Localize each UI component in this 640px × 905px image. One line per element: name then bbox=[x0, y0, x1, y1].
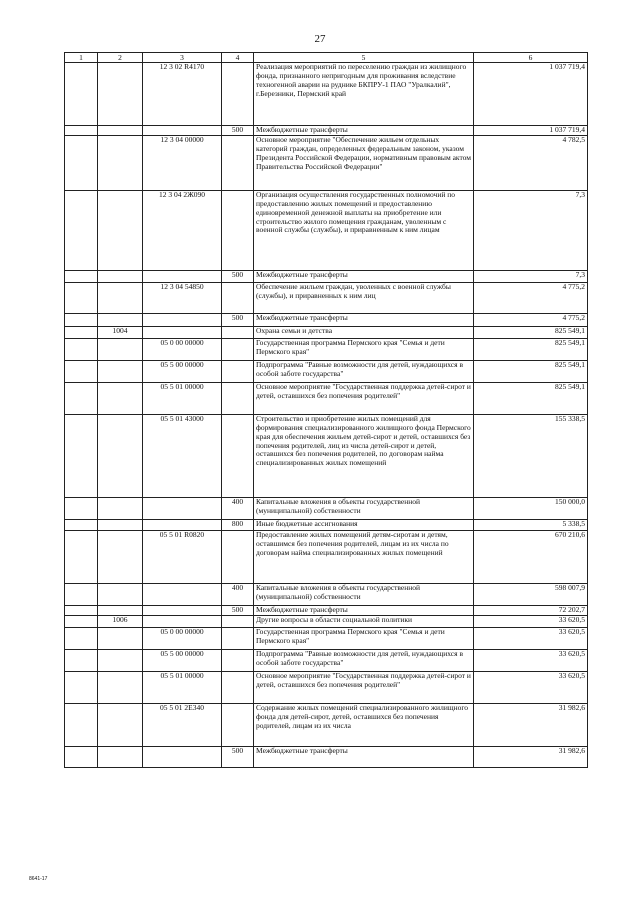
section-cell bbox=[65, 283, 98, 314]
table-row bbox=[65, 415, 588, 498]
amount-cell: 7,3 bbox=[474, 191, 588, 271]
table-row bbox=[65, 650, 588, 672]
description-cell: Предоставление жилых помещений детям-сиротам и детям, оставшимся без попечения родителей, лицам из их числа по договорам найма специализированных жилых помещений bbox=[254, 531, 474, 584]
target-code-cell: 12 3 04 54850 bbox=[143, 283, 222, 314]
description-cell: Основное мероприятие "Государственная поддержка детей-сирот и детей, оставшихся без попечения родителей" bbox=[254, 383, 474, 415]
description-cell: Капитальные вложения в объекты государственной (муниципальной) собственности bbox=[254, 584, 474, 606]
table-row bbox=[65, 383, 588, 415]
table-row bbox=[65, 327, 588, 339]
target-code-cell bbox=[143, 498, 222, 520]
section-cell bbox=[65, 616, 98, 628]
amount-cell: 155 338,5 bbox=[474, 415, 588, 498]
description-cell: Межбюджетные трансферты bbox=[254, 126, 474, 136]
expense-type-cell bbox=[222, 327, 254, 339]
description-cell: Межбюджетные трансферты bbox=[254, 314, 474, 327]
target-code-cell: 05 5 00 00000 bbox=[143, 650, 222, 672]
expense-type-cell bbox=[222, 63, 254, 126]
subsection-cell bbox=[98, 136, 143, 191]
expense-type-cell: 500 bbox=[222, 606, 254, 616]
section-cell bbox=[65, 63, 98, 126]
subsection-cell: 1004 bbox=[98, 327, 143, 339]
subsection-cell bbox=[98, 271, 143, 283]
amount-cell: 31 982,6 bbox=[474, 747, 588, 768]
column-header: 1 bbox=[65, 53, 98, 63]
table-row bbox=[65, 339, 588, 361]
expense-type-cell bbox=[222, 415, 254, 498]
target-code-cell: 05 5 01 43000 bbox=[143, 415, 222, 498]
table-row bbox=[65, 63, 588, 126]
table-row bbox=[65, 271, 588, 283]
amount-cell: 825 549,1 bbox=[474, 339, 588, 361]
description-cell: Основное мероприятие "Обеспечение жильем отдельных категорий граждан, определенных федеральным законом, указом Президента Российской Федерации, нормативным правовым актом Правительства Российской Федерации" bbox=[254, 136, 474, 191]
description-cell: Иные бюджетные ассигнования bbox=[254, 520, 474, 531]
subsection-cell bbox=[98, 628, 143, 650]
target-code-cell: 12 3 02 R4170 bbox=[143, 63, 222, 126]
amount-cell: 1 037 719,4 bbox=[474, 63, 588, 126]
description-cell: Капитальные вложения в объекты государственной (муниципальной) собственности bbox=[254, 498, 474, 520]
description-cell: Межбюджетные трансферты bbox=[254, 271, 474, 283]
section-cell bbox=[65, 672, 98, 704]
expense-type-cell bbox=[222, 339, 254, 361]
section-cell bbox=[65, 747, 98, 768]
section-cell bbox=[65, 383, 98, 415]
target-code-cell: 05 5 00 00000 bbox=[143, 361, 222, 383]
section-cell bbox=[65, 704, 98, 747]
description-cell: Реализация мероприятий по переселению граждан из жилищного фонда, признанного непригодным для проживания вследствие техногенной аварии на руднике БКПРУ-1 ПАО "Уралкалий", г.Березники, Пермский край bbox=[254, 63, 474, 126]
target-code-cell bbox=[143, 126, 222, 136]
subsection-cell bbox=[98, 747, 143, 768]
target-code-cell: 05 0 00 00000 bbox=[143, 628, 222, 650]
expense-type-cell: 500 bbox=[222, 314, 254, 327]
amount-cell: 33 620,5 bbox=[474, 628, 588, 650]
subsection-cell bbox=[98, 584, 143, 606]
description-cell: Межбюджетные трансферты bbox=[254, 747, 474, 768]
subsection-cell bbox=[98, 672, 143, 704]
description-cell: Межбюджетные трансферты bbox=[254, 606, 474, 616]
column-header: 2 bbox=[98, 53, 143, 63]
subsection-cell bbox=[98, 126, 143, 136]
target-code-cell: 05 5 01 R0820 bbox=[143, 531, 222, 584]
target-code-cell bbox=[143, 327, 222, 339]
table-row bbox=[65, 704, 588, 747]
expense-type-cell bbox=[222, 191, 254, 271]
section-cell bbox=[65, 271, 98, 283]
subsection-cell bbox=[98, 531, 143, 584]
target-code-cell: 12 3 04 2Ж090 bbox=[143, 191, 222, 271]
subsection-cell bbox=[98, 704, 143, 747]
table-row bbox=[65, 126, 588, 136]
subsection-cell bbox=[98, 498, 143, 520]
expense-type-cell bbox=[222, 383, 254, 415]
subsection-cell bbox=[98, 361, 143, 383]
description-cell: Государственная программа Пермского края "Семья и дети Пермского края" bbox=[254, 339, 474, 361]
target-code-cell: 05 5 01 00000 bbox=[143, 672, 222, 704]
expense-type-cell: 800 bbox=[222, 520, 254, 531]
subsection-cell bbox=[98, 314, 143, 327]
section-cell bbox=[65, 498, 98, 520]
amount-cell: 4 782,5 bbox=[474, 136, 588, 191]
header-row bbox=[65, 53, 588, 63]
amount-cell: 598 007,9 bbox=[474, 584, 588, 606]
table-row bbox=[65, 616, 588, 628]
column-header: 4 bbox=[222, 53, 254, 63]
description-cell: Организация осуществления государственных полномочий по предоставлению жилых помещений и предоставлению единовременной денежной выплаты на приобретение или строительство жилого помещения гражданам, уволенным с военной службы (службы), и приравненным к ним лицам bbox=[254, 191, 474, 271]
table-row bbox=[65, 747, 588, 768]
amount-cell: 33 620,5 bbox=[474, 650, 588, 672]
description-cell: Другие вопросы в области социальной политики bbox=[254, 616, 474, 628]
amount-cell: 825 549,1 bbox=[474, 327, 588, 339]
expense-type-cell: 400 bbox=[222, 498, 254, 520]
target-code-cell: 05 5 01 2Е340 bbox=[143, 704, 222, 747]
expense-type-cell bbox=[222, 704, 254, 747]
section-cell bbox=[65, 650, 98, 672]
amount-cell: 33 620,5 bbox=[474, 616, 588, 628]
description-cell: Обеспечение жильем граждан, уволенных с военной службы (службы), и приравненных к ним лиц bbox=[254, 283, 474, 314]
amount-cell: 1 037 719,4 bbox=[474, 126, 588, 136]
table-row bbox=[65, 672, 588, 704]
table-row bbox=[65, 283, 588, 314]
expense-type-cell: 500 bbox=[222, 271, 254, 283]
expense-type-cell: 400 bbox=[222, 584, 254, 606]
amount-cell: 4 775,2 bbox=[474, 314, 588, 327]
description-cell: Государственная программа Пермского края "Семья и дети Пермского края" bbox=[254, 628, 474, 650]
page-number: 27 bbox=[314, 33, 326, 45]
amount-cell: 825 549,1 bbox=[474, 361, 588, 383]
section-cell bbox=[65, 339, 98, 361]
expense-type-cell bbox=[222, 616, 254, 628]
column-header: 3 bbox=[143, 53, 222, 63]
expense-type-cell bbox=[222, 531, 254, 584]
amount-cell: 670 210,6 bbox=[474, 531, 588, 584]
budget-table bbox=[64, 52, 588, 768]
amount-cell: 33 620,5 bbox=[474, 672, 588, 704]
expense-type-cell bbox=[222, 361, 254, 383]
description-cell: Подпрограмма "Равные возможности для детей, нуждающихся в особой заботе государства" bbox=[254, 361, 474, 383]
table-row bbox=[65, 606, 588, 616]
table-row bbox=[65, 498, 588, 520]
subsection-cell bbox=[98, 283, 143, 314]
section-cell bbox=[65, 628, 98, 650]
footer-code: 8641-17 bbox=[29, 876, 48, 882]
table-row bbox=[65, 520, 588, 531]
section-cell bbox=[65, 361, 98, 383]
expense-type-cell bbox=[222, 650, 254, 672]
subsection-cell bbox=[98, 383, 143, 415]
section-cell bbox=[65, 126, 98, 136]
subsection-cell bbox=[98, 339, 143, 361]
section-cell bbox=[65, 191, 98, 271]
section-cell bbox=[65, 606, 98, 616]
expense-type-cell bbox=[222, 672, 254, 704]
amount-cell: 4 775,2 bbox=[474, 283, 588, 314]
expense-type-cell bbox=[222, 136, 254, 191]
amount-cell: 5 338,5 bbox=[474, 520, 588, 531]
subsection-cell bbox=[98, 191, 143, 271]
section-cell bbox=[65, 327, 98, 339]
target-code-cell bbox=[143, 747, 222, 768]
subsection-cell bbox=[98, 520, 143, 531]
amount-cell: 825 549,1 bbox=[474, 383, 588, 415]
target-code-cell: 05 5 01 00000 bbox=[143, 383, 222, 415]
description-cell: Подпрограмма "Равные возможности для детей, нуждающихся в особой заботе государства" bbox=[254, 650, 474, 672]
table-row bbox=[65, 136, 588, 191]
expense-type-cell bbox=[222, 283, 254, 314]
expense-type-cell bbox=[222, 628, 254, 650]
target-code-cell bbox=[143, 271, 222, 283]
amount-cell: 150 000,0 bbox=[474, 498, 588, 520]
target-code-cell bbox=[143, 616, 222, 628]
amount-cell: 7,3 bbox=[474, 271, 588, 283]
table-row bbox=[65, 531, 588, 584]
description-cell: Строительство и приобретение жилых помещений для формирования специализированного жилищного фонда Пермского края для обеспечения жильем детей-сирот и детей, оставшихся без попечения родителей, лиц из числа детей-сирот и детей, оставшихся без попечения родителей, по договорам найма специализированных жилых помещений bbox=[254, 415, 474, 498]
description-cell: Основное мероприятие "Государственная поддержка детей-сирот и детей, оставшихся без попечения родителей" bbox=[254, 672, 474, 704]
expense-type-cell: 500 bbox=[222, 747, 254, 768]
subsection-cell bbox=[98, 415, 143, 498]
section-cell bbox=[65, 584, 98, 606]
amount-cell: 72 202,7 bbox=[474, 606, 588, 616]
section-cell bbox=[65, 415, 98, 498]
table-row bbox=[65, 361, 588, 383]
subsection-cell bbox=[98, 63, 143, 126]
column-header: 5 bbox=[254, 53, 474, 63]
amount-cell: 31 982,6 bbox=[474, 704, 588, 747]
target-code-cell bbox=[143, 520, 222, 531]
section-cell bbox=[65, 136, 98, 191]
section-cell bbox=[65, 520, 98, 531]
table-row bbox=[65, 191, 588, 271]
table-row bbox=[65, 628, 588, 650]
target-code-cell: 12 3 04 00000 bbox=[143, 136, 222, 191]
section-cell bbox=[65, 314, 98, 327]
target-code-cell: 05 0 00 00000 bbox=[143, 339, 222, 361]
subsection-cell bbox=[98, 606, 143, 616]
expense-type-cell: 500 bbox=[222, 126, 254, 136]
subsection-cell bbox=[98, 650, 143, 672]
description-cell: Охрана семьи и детства bbox=[254, 327, 474, 339]
target-code-cell bbox=[143, 584, 222, 606]
description-cell: Содержание жилых помещений специализированного жилищного фонда для детей-сирот, детей, оставшихся без попечения родителей, лицам из их числа bbox=[254, 704, 474, 747]
section-cell bbox=[65, 531, 98, 584]
subsection-cell: 1006 bbox=[98, 616, 143, 628]
table-row bbox=[65, 314, 588, 327]
target-code-cell bbox=[143, 314, 222, 327]
target-code-cell bbox=[143, 606, 222, 616]
column-header: 6 bbox=[474, 53, 588, 63]
table-row bbox=[65, 584, 588, 606]
